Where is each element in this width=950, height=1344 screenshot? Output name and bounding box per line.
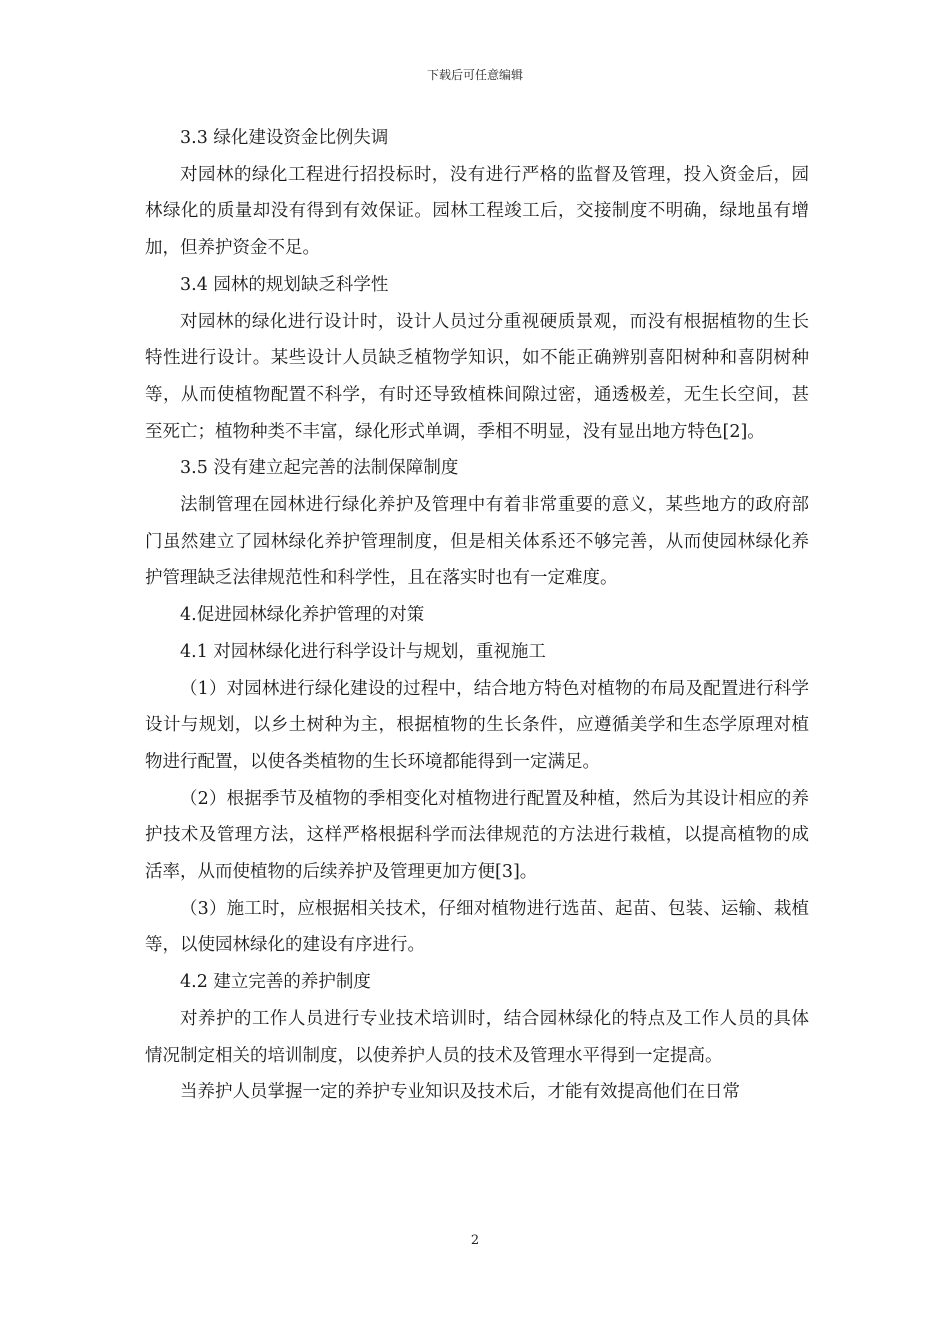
paragraph: 法制管理在园林进行绿化养护及管理中有着非常重要的意义，某些地方的政府部门虽然建立了园林绿化养护管理制度，但是相关体系还不够完善，从而使园林绿化养护管理缺乏法律规范性和科学性，且在落实时也有一定难度。 bbox=[145, 495, 809, 589]
list-paragraph-2: （2）根据季节及植物的季相变化对植物进行配置及种植，然后为其设计相应的养护技术及管理方法，这样严格根据科学而法律规范的方法进行栽植，以提高植物的成活率，从而使植物的后续养护及管理更加方便[3]。 bbox=[145, 788, 809, 883]
section-heading-4-2: 4.2 建立完善的养护制度 bbox=[180, 972, 371, 993]
section-heading-3-4: 3.4 园林的规划缺乏科学性 bbox=[180, 274, 389, 295]
section-heading-4-1: 4.1 对园林绿化进行科学设计与规划，重视施工 bbox=[180, 641, 546, 662]
section-heading-3-3: 3.3 绿化建设资金比例失调 bbox=[180, 128, 389, 148]
paragraph: 当养护人员掌握一定的养护专业知识及技术后，才能有效提高他们在日常 bbox=[180, 1082, 740, 1103]
document-body bbox=[145, 120, 809, 1111]
list-paragraph-3: （3）施工时，应根据相关技术，仔细对植物进行选苗、起苗、包装、运输、栽植等，以使园林绿化的建设有序进行。 bbox=[145, 898, 809, 956]
page-number: 2 bbox=[470, 1233, 480, 1248]
paragraph: 对养护的工作人员进行专业技术培训时，结合园林绿化的特点及工作人员的具体情况制定相关的培训制度，以使养护人员的技术及管理水平得到一定提高。 bbox=[145, 1008, 809, 1066]
paragraph: 对园林的绿化进行设计时，设计人员过分重视硬质景观，而没有根据植物的生长特性进行设计。某些设计人员缺乏植物学知识，如不能正确辨别喜阳树种和喜阴树种等，从而使植物配置不科学，有时还导致植株间隙过密，通透极差，无生长空间，甚至死亡；植物种类不丰富，绿化形式单调，季相不明显，没有显出地方特色[2]。 bbox=[145, 311, 809, 442]
page-header-note: 下载后可任意编辑 bbox=[426, 68, 523, 82]
section-heading-4: 4.促进园林绿化养护管理的对策 bbox=[180, 605, 425, 626]
paragraph: 对园林的绿化工程进行招投标时，没有进行严格的监督及管理，投入资金后，园林绿化的质量却没有得到有效保证。园林工程竣工后，交接制度不明确，绿地虽有增加，但养护资金不足。 bbox=[145, 164, 809, 259]
section-heading-3-5: 3.5 没有建立起完善的法制保障制度 bbox=[180, 458, 459, 479]
list-paragraph-1: （1）对园林进行绿化建设的过程中，结合地方特色对植物的布局及配置进行科学设计与规划，以乡土树种为主，根据植物的生长条件，应遵循美学和生态学原理对植物进行配置，以使各类植物的生长环境都能得到一定满足。 bbox=[145, 678, 809, 772]
